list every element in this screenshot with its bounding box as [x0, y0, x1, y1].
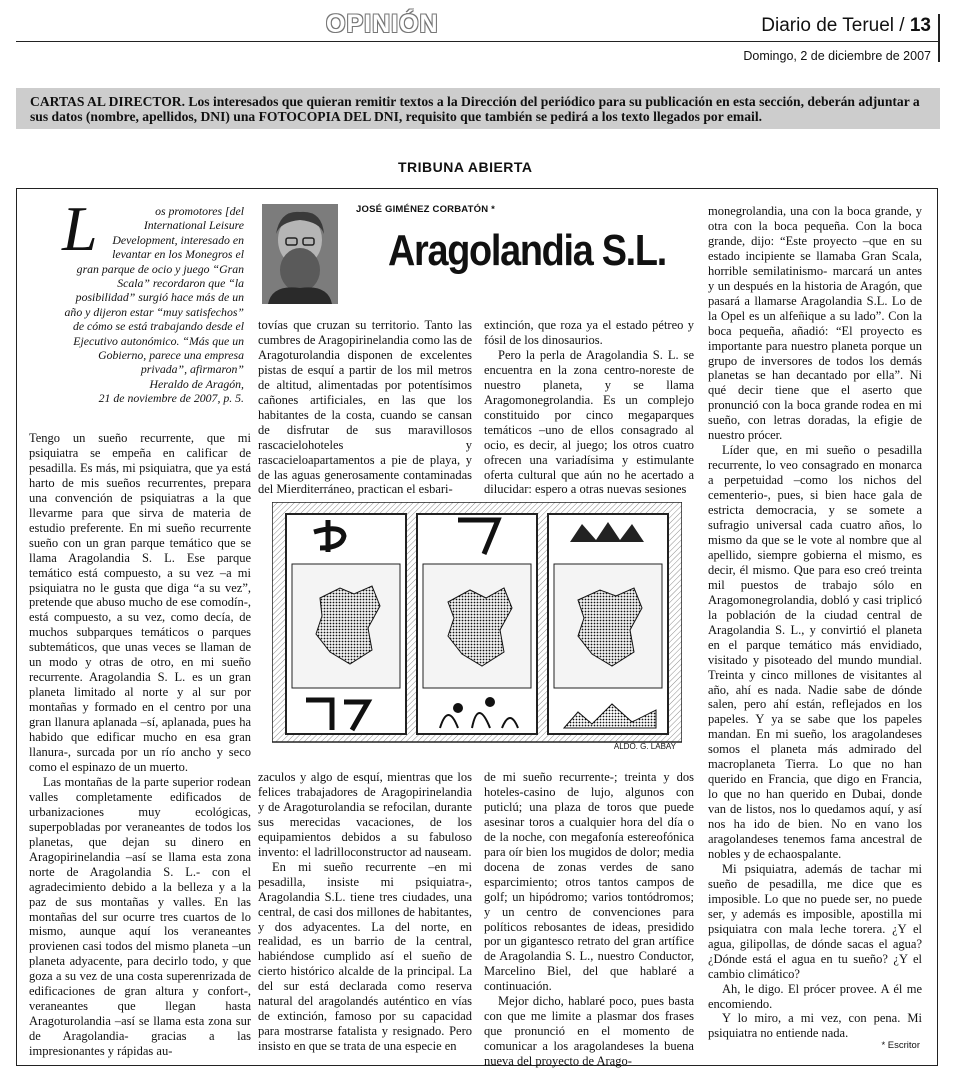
paragraph: Mi psiquiatra, además de tachar mi sueño de pesadilla, me dice que es imposible. Lo que no puede ser, no puede ser, y además es imposible, apostilla mi psiquiatra con mala leche torera. ¿Y el agua, gilipollas, de dónde sacas el agua? ¿Dónde está el agua en tu sueño? ¿Y el cambio climático?	[708, 861, 922, 981]
author-portrait-icon	[262, 204, 338, 304]
column-3-top	[484, 318, 694, 497]
paper-name	[761, 15, 931, 37]
section-title: OPINIÓN	[326, 10, 439, 38]
reel-2	[417, 514, 537, 734]
paragraph: Las montañas de la parte superior rodean valles completamente edificados de urbanizaciones muy ecológicas, superpobladas por veraneantes de todos los planetas, que dejan su dinero en Aragopirinelandia –así se llama esta zona norte de Aragolandia S. L.- con el agradecimiento debido a la belleza y a la paz de sus montañas y valles. En las montañas del sur ocurre tres cuartos de lo mismo, aunque aquí los veraneantes provienen casi todos del mismo planeta –un planeta adyacente, para decirlo todo, y que goza a su vez de una costa superenrizada de edificaciones de gran altura y confort-, veraneantes que llegan hasta Aragoturolandia –así se llama esta zona sur de Aragolandia- gracias a las impresionantes y rápidas au-	[29, 774, 251, 1059]
paragraph: monegrolandia, una con la boca grande, y otra con la boca pequeña. Con la boca grande, dijo: “Este proyecto –que en su estado incipiente se llamaba Gran Scala, horrible semilatinismo- marcará un antes y un después en la historia de Aragón, que pasará a llamarse Aragolandia S.L. Lo de la Opel es un alfeñique a su lado”. Con la boca pequeña, añadió: “El proyecto es importante para nuestro planeta porque un grupo de inversores de todos los demás planetas se han decantado por ella”. Ni qué decir tiene que el aserto que pronunció con la boca grande rodea en mi sueño, con letras doradas, la efigie de nuestro prócer.	[708, 204, 922, 443]
epigraph-text: os promotores [del International Leisure Development, interesado en levantar en los Monegros el gran parque de ocio y juego “Gran Scala” recordaron que “la posibilidad” surgió hace más de un año y dijeron estar “muy satisfechos” de cómo se está trabajando desde el Ejecutivo autonómico. “Más que un Gobierno, parece una empresa privada”, afirmaron”	[64, 204, 244, 377]
letters-notice-box	[16, 88, 940, 129]
header-vertical-rule	[938, 14, 940, 62]
paragraph: Tengo un sueño recurrente, que mi psiquiatra se empeña en calificar de pesadilla. Es más, mi psiquiatra, que ya está harto de mis sueños recurrentes, prepara una convención de psiquiatras a la que llevarme para que sirva de materia de estudio preferente. En mi sueño recurrente sueño con un gran parque temático que se llama Aragolandia S. L. Ese parque temático está compuesto, a su vez –a mi psiquiatra no le gusta que diga “a su vez”, pretende que abuso mucho de ese comodín-, está compuesto, a su vez, como decía, de muchos subparques temáticos o parques subtemáticos, que unas veces se llaman de un modo y otras de otro, en mi sueño recurrente. Aragolandia S. L. es un gran planeta limitado al norte y al sur por montañas y formado en el centro por una gran llanura aplanada –sí, aplanada, pues ha habido que edificar mucho en esa gran llanura-, surcada por un río ancho y seco como el espinazo de un muerto.	[29, 431, 251, 774]
drop-cap: L	[62, 193, 98, 264]
issue-date: Domingo, 2 de diciembre de 2007	[743, 49, 931, 63]
reel-1	[286, 514, 406, 734]
letters-notice-text: CARTAS AL DIRECTOR. Los interesados que quieran remitir textos a la Dirección del periódico para su publicación en esta sección, deberán adjuntar a sus datos (nombre, apellidos, DNI) una FOTOCOPIA DEL DNI, requisito que también se pedirá a los texto llegados por email.	[30, 94, 920, 124]
epigraph-source-date: 21 de noviembre de 2007, p. 5.	[98, 391, 244, 406]
paragraph: zaculos y algo de esquí, mientras que los felices trabajadores de Aragopirinelandia y de Aragoturolandia se refocilan, durante sus merecidas vacaciones, de los equipamientos debidos a su fabuloso invento: el ladrilloconstructor ad nauseam.	[258, 770, 472, 859]
headline: Aragolandia S.L.	[388, 226, 666, 275]
paragraph: Mejor dicho, hablaré poco, pues basta con que me limite a plasmar dos frases que pronunció en el momento de comunicar a los aragolandeses la buena nueva del proyecto de Arago-	[484, 994, 694, 1069]
paragraph: Pero la perla de Aragolandia S. L. se encuentra en la zona centro-noreste de nuestro planeta, y se llama Aragomonegrolandia. Es un complejo constituido por cinco megaparques temáticos –uno de ellos consagrado al ocio, es decir, al juego; los otros cuatro ofrecen una variadísima y estimulante oferta cultural que aún no he acertado a dilucidar: espero a otras nuevas sesiones	[484, 347, 694, 497]
subsection-title: TRIBUNA ABIERTA	[398, 159, 533, 175]
column-2-bottom	[258, 770, 472, 1054]
paragraph: En mi sueño recurrente –en mi pesadilla, insiste mi psiquiatra-, Aragolandia S.L. tiene tres ciudades, una central, de casi dos millones de habitantes, y dos adyacentes. La del norte, en realidad, es un barrio de la central, habiéndose cumplido así el sueño de cierto histórico alcalde de la principal. La del sur está declarada como reserva natural del aragolandés auténtico en vías de extinción, famoso por su capacidad para mostrarse fatalista y resignado. Pero insisto en que se trata de una especie en	[258, 859, 472, 1054]
column-1	[29, 431, 251, 1059]
paragraph: Líder que, en mi sueño o pesadilla recurrente, lo veo consagrado en monarca a perpetuidad –como los nichos del cementerio-, pues, si bien hace gala de estricta democracia, y se somete a sufragio universal cada cuatro años, lo mismo da que se le vote al nombre que al apellido, siempre gobierna el mismo, es decir, él mismo. Que para eso creó treinta mil puestos de trabajo sólo en Aragomonegrolandia, dobló y casi triplicó la población de la ciudad central de Aragolandia S. L., y convirtió el planeta en el parque temático más envidiado, visitado y pisoteado del mundo mundial. Treinta y cinco millones de visitantes al año, ahí es nada. Nadie sabe de dónde salen, pero ahí están, reflejados en los papeles. Y ya se sabe que los papeles mandan. En mi sueño, los aragolandeses somos el planeta más admirado del macroplaneta Tierra. Lo que no han querido en Francia, que digo en Francia, lo que no han querido en Dubai, donde van de listos, nos lo quedamos aquí, y así nos ha ido de bien. No en vano los aragolandeses tenemos fama ancestral de nobles y de echaospalante.	[708, 443, 922, 861]
byline: JOSÉ GIMÉNEZ CORBATÓN *	[356, 204, 496, 215]
epigraph-source: Heraldo de Aragón,	[149, 376, 244, 391]
author-photo	[262, 204, 338, 304]
header-rule	[16, 41, 940, 42]
page-number: 13	[909, 15, 931, 36]
illustration	[272, 502, 682, 754]
slot-machine-illustration	[272, 502, 682, 754]
column-3-bottom	[484, 770, 694, 1069]
epigraph-quote	[62, 193, 244, 406]
reel-3	[548, 514, 668, 734]
column-4	[708, 204, 922, 1041]
paragraph: extinción, que roza ya el estado pétreo y fósil de los dinosaurios.	[484, 318, 694, 347]
paper-title: Diario de Teruel /	[761, 15, 905, 36]
author-footnote: * Escritor	[881, 1040, 920, 1051]
paragraph: de mi sueño recurrente-; treinta y dos hoteles-casino de lujo, algunos con puticlú; una plaza de toros que puede asesinar toros a cualquier hora del día o de la noche, con megafonía estereofónica para oír bien los mugidos de dolor; media docena de zonas verdes de sano esparcimiento; otros tantos campos de golf; un hipódromo; varios tontódromos; y un centro de convenciones para políticos rebosantes de ideas, presidido por un gigantesco retrato del gran artífice de Aragolandia S. L., nuestro Conductor, Marcelino Biel, del que hablaré a continuación.	[484, 770, 694, 994]
illustration-signature: ALDO. G. LABAY	[613, 742, 676, 751]
paragraph: tovías que cruzan su territorio. Tanto las cumbres de Aragopirinelandia como las de Aragoturolandia disponen de excelentes pistas de esquí a partir de los mil metros de altitud, alimentadas por potentísimos cañones artificiales, en las que los habitantes de la costa, cuando se cansan de disfrutar de sus maravillosos rascacielohoteles y rascacieloapartamentos a pie de playa, y de las aguas generosamente contaminadas del Mierditerráneo, practican el esbari-	[258, 318, 472, 497]
paragraph: Y lo miro, a mi vez, con pena. Mi psiquiatra no entiende nada.	[708, 1011, 922, 1041]
column-2-top	[258, 318, 472, 497]
paragraph: Ah, le digo. El prócer provee. A él me encomiendo.	[708, 981, 922, 1011]
